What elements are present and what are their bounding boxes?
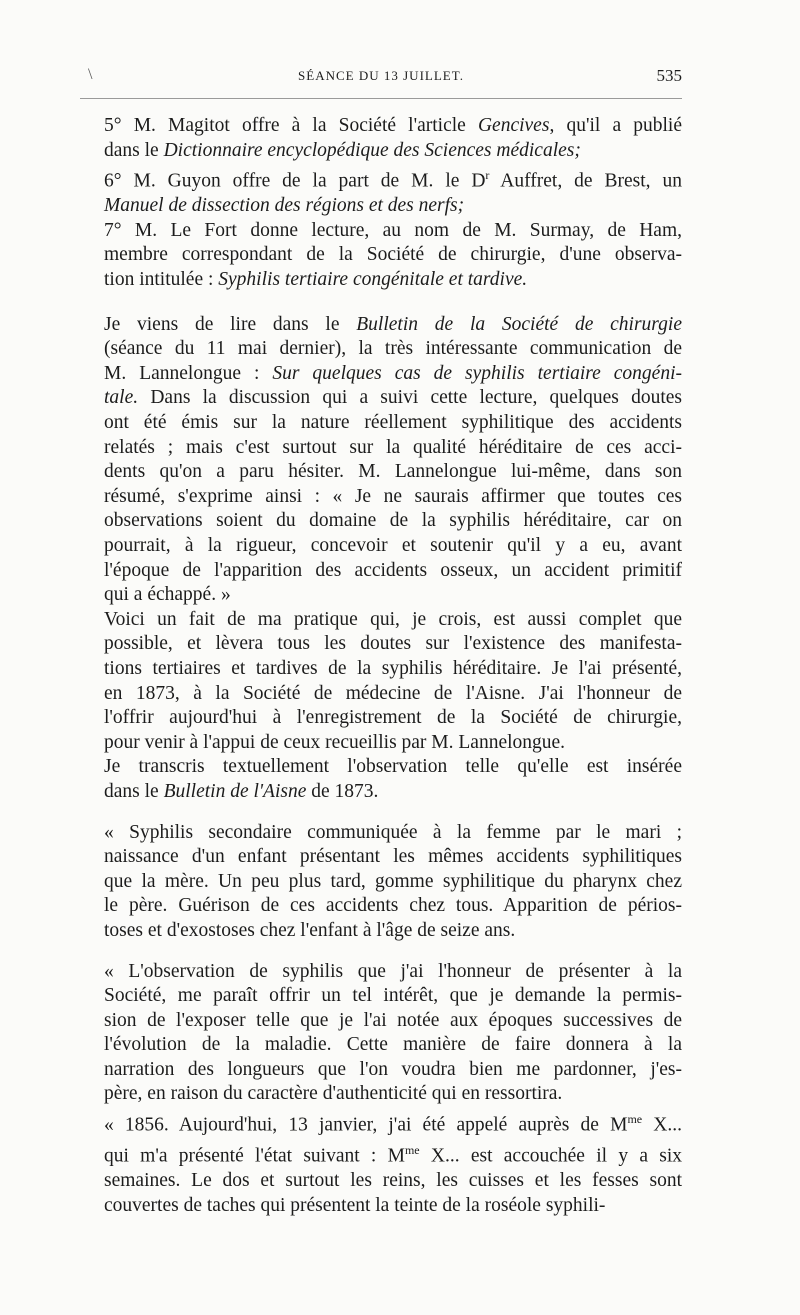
text-line: tion intitulée : Syphilis tertiaire congénitale et tardive. [104,269,528,291]
text-line: narration des longueurs que l'on voudra bien me pardonner, j'es- [104,1058,682,1080]
text-line [80,194,682,219]
text-line: pour venir à l'appui de ceux recueillis par M. Lannelongue. [104,731,566,753]
list-item-5 [80,114,682,163]
superscript-text: r [485,168,490,183]
text-line: père, en raison du caractère d'authenticité qui en ressortira. [104,1083,563,1105]
text-line: dans le Bulletin de l'Aisne de 1873. [104,780,379,802]
superscript-text: me [627,1112,643,1127]
text-line: relatés ; mais c'est surtout sur la qualité héréditaire de ces acci- [104,436,682,458]
text-line: l'époque de l'apparition des accidents osseux, un accident primitif [104,559,682,581]
text-line: pourrait, à la rigueur, concevoir et soutenir qu'il y a eu, avant [104,535,682,556]
paragraph-summary [80,821,682,944]
text-line: semaines. Le dos et surtout les reins, les cuisses et les fesses sont [104,1170,682,1192]
text-line: l'évolution de la maladie. Cette manière de faire donnera à la [104,1034,682,1056]
text-line: Société, me paraît offrir un tel intérêt, que je demande la permis- [104,985,682,1007]
text-line: couvertes de taches qui présentent la teinte de la roséole syphili- [104,1194,606,1216]
text-line: « Syphilis secondaire communiquée à la femme par le mari ; [104,821,682,843]
paragraph-transcription [80,755,682,804]
paragraph-case [80,608,682,756]
paragraph-observation [80,960,682,1108]
text-line: 5° M. Magitot offre à la Société l'article Gencives, qu'il a publié [104,115,682,136]
text-line: en 1873, à la Société de médecine de l'Aisne. J'ai l'honneur de [104,682,682,704]
text-line: possible, et lèvera tous les doutes sur l'existence des manifesta- [104,633,682,655]
text-line: l'offrir aujourd'hui à l'enregistrement de la Société de chirurgie, [104,707,682,729]
text-line: Voici un fait de ma pratique qui, je crois, est aussi complet que [104,608,682,630]
paragraph-1856 [80,1107,682,1218]
italic-text: Bulletin de la Société de chirurgie [356,313,682,335]
text-line: « 1856. Aujourd'hui, 13 janvier, j'ai été appelé auprès de $M^{me}$ X... [104,1112,682,1136]
superscript-text: me [404,1143,420,1158]
text-line: M. Lannelongue : Sur quelques cas de syphilis tertiaire congéni- [104,362,682,384]
text-line: qui a échappé. » [104,584,231,606]
text-line: tale. Dans la discussion qui a suivi cette lecture, quelques doutes [104,387,682,409]
italic-text: Manuel de dissection des régions et des nerfs; [104,195,465,217]
text-line: ont été émis sur la nature réellement syphilitique des accidents [104,412,682,434]
running-title: SÉANCE DU 13 JUILLET. [298,68,464,83]
document-page [80,0,682,1315]
italic-text: Dictionnaire encyclopédique des Sciences médicales; [163,139,581,161]
text-line: dents qu'on a paru hésiter. M. Lannelongue lui-même, dans son [104,461,682,483]
text-line: toses et d'exostoses chez l'enfant à l'âge de seize ans. [104,919,516,941]
margin-mark: \ [88,66,93,83]
italic-text: Sur quelques cas de syphilis tertiaire congéni- [272,362,682,384]
list-item-6 [80,163,682,219]
page-number: 535 [656,66,682,85]
body-text [80,114,682,1218]
text-line: « L'observation de syphilis que j'ai l'honneur de présenter à la [104,960,682,982]
running-header [80,64,682,88]
text-line: Je transcris textuellement l'observation telle qu'elle est insérée [104,756,682,778]
text-line: observations soient du domaine de la syphilis héréditaire, car on [104,510,682,532]
text-line: 6° M. Guyon offre de la part de M. le $D^r$ Auffret, de Brest, un [104,168,682,192]
italic-text: Syphilis tertiaire congénitale et tardive. [218,269,528,291]
text-line: résumé, s'exprime ainsi : « Je ne saurais affirmer que toutes ces [104,485,682,507]
italic-text: Bulletin de l'Aisne [163,780,307,802]
text-line: dans le Dictionnaire encyclopédique des Sciences médicales; [104,139,581,161]
text-line: (séance du 11 mai dernier), la très intéressante communication de [104,338,682,360]
text-line: sion de l'exposer telle que je l'ai notée aux époques successives de [104,1009,682,1031]
text-line: que la mère. Un peu plus tard, gomme syphilitique du pharynx chez [104,870,682,892]
list-item-7 [80,219,682,293]
text-line: le père. Guérison de ces accidents chez tous. Apparition de périos- [104,895,682,917]
text-line: tions tertiaires et tardives de la syphilis héréditaire. Je l'ai présenté, [104,657,682,679]
text-line: Je viens de lire dans le Bulletin de la Société de chirurgie [104,313,682,335]
text-line: naissance d'un enfant présentant les mêmes accidents syphilitiques [104,846,682,868]
text-line: membre correspondant de la Société de chirurgie, d'une observa- [104,244,682,266]
text-line: 7° M. Le Fort donne lecture, au nom de M. Surmay, de Ham, [104,219,682,241]
header-rule [80,98,682,99]
paragraph-intro [80,313,682,608]
text-line: qui m'a présenté l'état suivant : $M^{me}$ X... est accouchée il y a six [104,1143,682,1167]
italic-text: Gencives [477,115,550,136]
italic-text: tale. [104,387,139,409]
